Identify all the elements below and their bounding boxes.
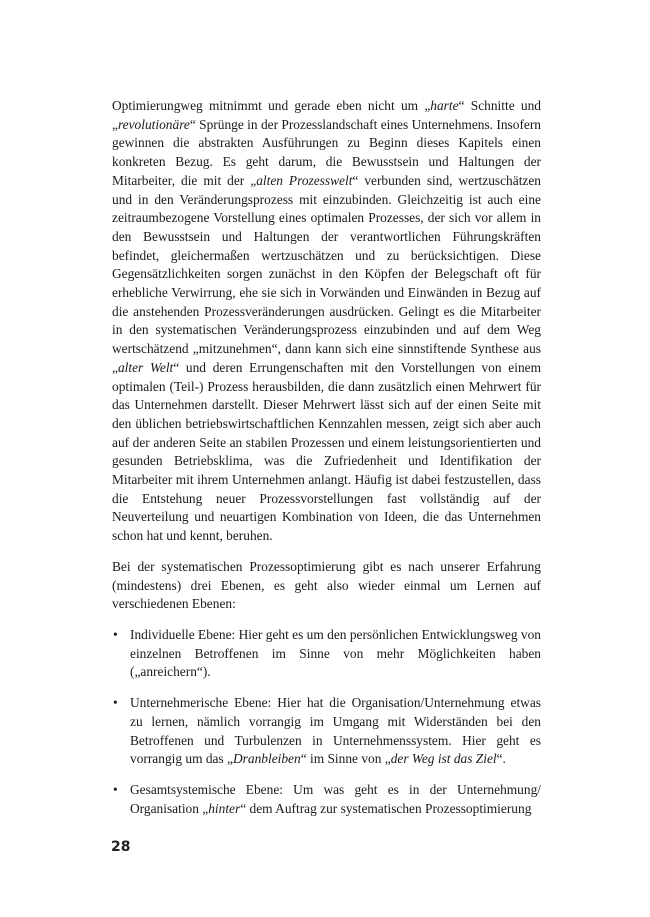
text-run: “ dem Auftrag zur systematischen Prozessoptimierung [240,800,532,816]
body-text [112,97,541,830]
list-item [112,781,541,818]
text-run: Individuelle Ebene: Hier geht es um den persönlichen Entwicklungsweg von einzelnen Betroffenen im Sinne von mehr Möglichkeiten haben („anreichern“). [130,626,541,680]
bullet-icon: • [113,781,118,797]
text-run: “ und deren Errungenschaften mit den Vorstellungen von einem optimalen (Teil-) Prozess herausbilden, die dann zusätzlich einen Mehrwert für das Unternehmen darstellt. Dieser Mehrwert lässt sich auf der einen Seite mit den üblichen betriebswirtschaftlichen Kennzahlen messen, zeigt sich aber auch auf der anderen Seite an stabilen Prozessen und einem leistungsorientierten und gesunden Betriebsklima, was die Zufriedenheit und Identifikation der Mitarbeiter mit ihrem Unternehmen anlangt. Häufig ist dabei festzustellen, dass die Entstehung neuer Prozessvorstellungen fast vollständig auf der Neuverteilung und neuartigen Kombination von Ideen, die das Unternehmen schon hat und kennt, beruhen. [112,359,541,544]
list-item-text [130,782,541,816]
text-run: Gesamtsystemische Ebene: Um was geht es in der Unternehmung/ Organisation „ [130,781,541,816]
emphasized-text: der Weg ist das Ziel [390,751,497,767]
emphasized-text: alter Welt [117,359,174,375]
text-run: Unternehmerische Ebene: Hier hat die Organisation/Unternehmung etwas zu lernen, nämlich vorrangig im Umgang mit Widerständen bei den Betroffenen und Turbulenzen in Unternehmenssystem. Hier geht es vorrangig um das „ [130,695,541,767]
text-run: “ im Sinne von „ [300,751,391,767]
emphasized-text: hinter [208,800,241,816]
list-item [112,626,541,682]
emphasized-text: harte [430,98,459,113]
text-run: Bei der systematischen Prozessoptimierung gibt es nach unserer Erfahrung (mindestens) drei Ebenen, es geht also wieder einmal um Lernen auf verschiedenen Ebenen: [112,558,541,612]
paragraph [112,97,541,546]
bullet-list [112,626,541,818]
list-item-text [130,627,541,679]
emphasized-text: alten Prozesswelt [256,172,353,188]
emphasized-text: Dranbleiben [233,751,301,767]
list-item [112,694,541,769]
page-number: 28 [111,839,131,855]
text-run: “ Schnitte und „ [112,98,541,132]
paragraph [112,558,541,614]
text-run: Optimierungweg mitnimmt und gerade eben nicht um „ [112,98,431,113]
bullet-icon: • [113,626,118,642]
text-run: “ verbunden sind, wertzuschätzen und in den Veränderungsprozess mit einzubinden. Gleichzeitig ist auch eine zeitraumbezogene Vorstellung eines optimalen Prozesses, der sich vor allem in den Bewusstsein und Haltungen der verantwortlichen Führungskräften befindet, gleichermaßen wertzuschätzen und zu berücksichtigen. Diese Gegensätzlichkeiten sorgen zunächst in den Köpfen der Belegschaft oft für erhebliche Verwirrung, ehe sie sich in Vorwänden und Einwänden in Bezug auf die anstehenden Prozessveränderungen ausdrücken. Gelingt es die Mitarbeiter in den systematischen Veränderungsprozess einzubinden und auf dem Weg wertschätzend „mitzunehmen“, dann kann sich eine sinnstiftende Synthese aus „ [112,172,541,375]
bullet-icon: • [113,695,118,711]
text-run: “. [496,751,506,767]
text-run: “ Sprünge in der Prozesslandschaft eines Unternehmens. Insofern gewinnen die abstrakten Ausführungen zu Beginn dieses Kapitels einen konkreten Bezug. Es geht darum, die Bewusstsein und Haltungen der Mitarbeiter, die mit der „ [112,116,541,188]
list-item-text [130,695,541,766]
emphasized-text: revolutionäre [117,116,190,132]
